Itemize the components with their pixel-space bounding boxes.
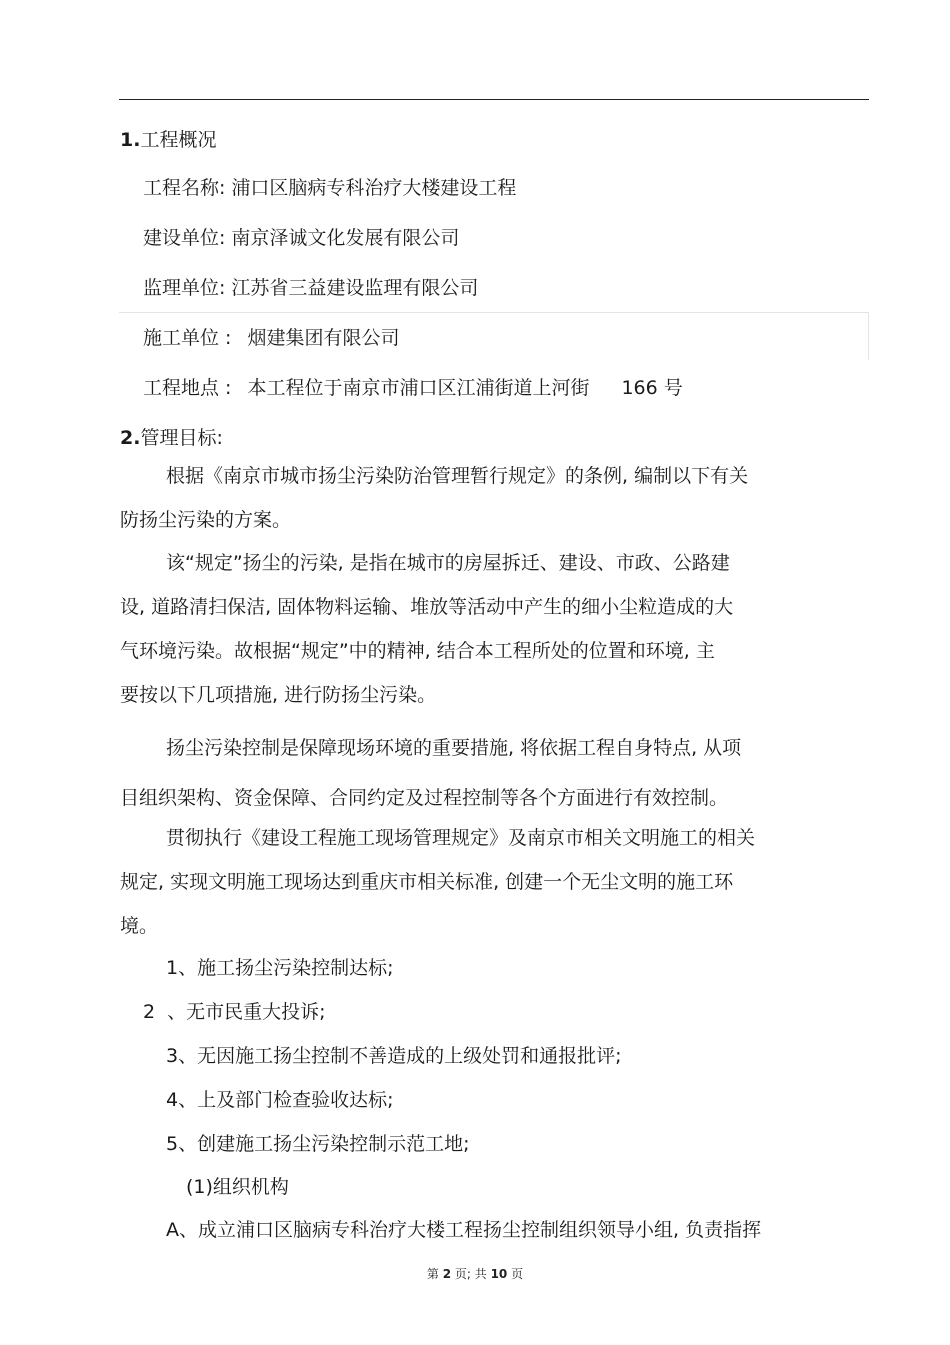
goal-text: 、上及部门检查验收达标; [178,1089,394,1111]
header-rule [119,99,869,100]
footer-middle: 页; 共 [454,1267,487,1281]
item-a [166,1218,761,1242]
footer-total-pages: 10 [490,1267,508,1281]
field-value: 烟建集团有限公司 [247,327,400,349]
field-label: 施工单位 : [143,327,232,349]
page-footer [0,1266,950,1282]
field-value: 浦口区脑病专科治疗大楼建设工程 [231,177,517,199]
goal-item-3 [166,1044,622,1068]
paragraph-2-line-1: 该“规定”扬尘的污染, 是指在城市的房屋拆迁、建设、市政、公路建 [166,552,730,574]
field-project-name [143,176,516,200]
section-2-heading [120,426,223,450]
goal-item-1 [166,956,394,980]
paragraph-4-line-2: 规定, 实现文明施工现场达到重庆市相关标准, 创建一个无尘文明的施工环 [120,871,734,893]
paragraph-1-line-2: 防扬尘污染的方案。 [120,509,292,531]
goal-number: 3 [166,1045,179,1067]
paragraph-2-line-3: 气环境污染。故根据“规定”中的精神, 结合本工程所处的位置和环境, 主 [120,640,715,662]
field-value: 本工程位于南京市浦口区江浦街道上河街 [247,377,590,399]
paragraph-4-line-1: 贯彻执行《建设工程施工现场管理规定》及南京市相关文明施工的相关 [166,827,756,849]
goal-text: 、无市民重大投诉; [167,1001,326,1023]
goal-text: 、施工扬尘污染控制达标; [178,957,394,979]
table-border-top [119,312,869,313]
goal-number: 2 [143,1001,156,1023]
goal-item-5 [166,1132,470,1156]
field-location [143,376,683,400]
section-1-title: 工程概况 [140,129,217,151]
field-builder [143,226,459,250]
field-supervisor [143,276,478,300]
field-label: 建设单位: [143,227,226,249]
section-1-heading [120,128,216,152]
paragraph-2-line-4: 要按以下几项措施, 进行防扬尘污染。 [120,684,437,706]
field-label: 工程名称: [143,177,226,199]
footer-prefix: 第 [426,1267,439,1281]
paragraph-3-line-2: 目组织架构、资金保障、合同约定及过程控制等各个方面进行有效控制。 [120,787,729,809]
item-letter: A [166,1219,179,1241]
paragraph-1-line-1: 根据《南京市城市扬尘污染防治管理暂行规定》的条例, 编制以下有关 [166,465,749,487]
goal-number: 5 [166,1133,179,1155]
goal-text: 、无因施工扬尘控制不善造成的上级处罚和通报批评; [178,1045,622,1067]
footer-page-number: 2 [442,1267,452,1281]
field-contractor [143,326,399,350]
paragraph-3-line-1: 扬尘污染控制是保障现场环境的重要措施, 将依据工程自身特点, 从项 [166,737,742,759]
section-1-number: 1. [120,129,141,151]
goal-item-2 [143,1000,326,1024]
goal-number: 1 [166,957,179,979]
paragraph-2-line-2: 设, 道路清扫保洁, 固体物料运输、堆放等活动中产生的细小尘粒造成的大 [120,596,734,618]
goal-text: 、创建施工扬尘污染控制示范工地; [178,1133,470,1155]
field-value: 江苏省三益建设监理有限公司 [231,277,479,299]
field-label: 工程地点 : [143,377,232,399]
item-text: 、成立浦口区脑病专科治疗大楼工程扬尘控制组织领导小组, 负责指挥 [179,1219,762,1241]
footer-suffix: 页 [511,1267,524,1281]
section-2-title: 管理目标: [140,427,223,449]
sub-heading-organization: (1)组织机构 [186,1176,289,1198]
field-label: 监理单位: [143,277,226,299]
goal-item-4 [166,1088,394,1112]
field-value: 南京泽诚文化发展有限公司 [231,227,460,249]
section-2-number: 2. [120,427,141,449]
goal-number: 4 [166,1089,179,1111]
field-house-number: 166 号 [621,377,683,399]
table-border-right [868,312,869,360]
paragraph-4-line-3: 境。 [120,915,159,937]
